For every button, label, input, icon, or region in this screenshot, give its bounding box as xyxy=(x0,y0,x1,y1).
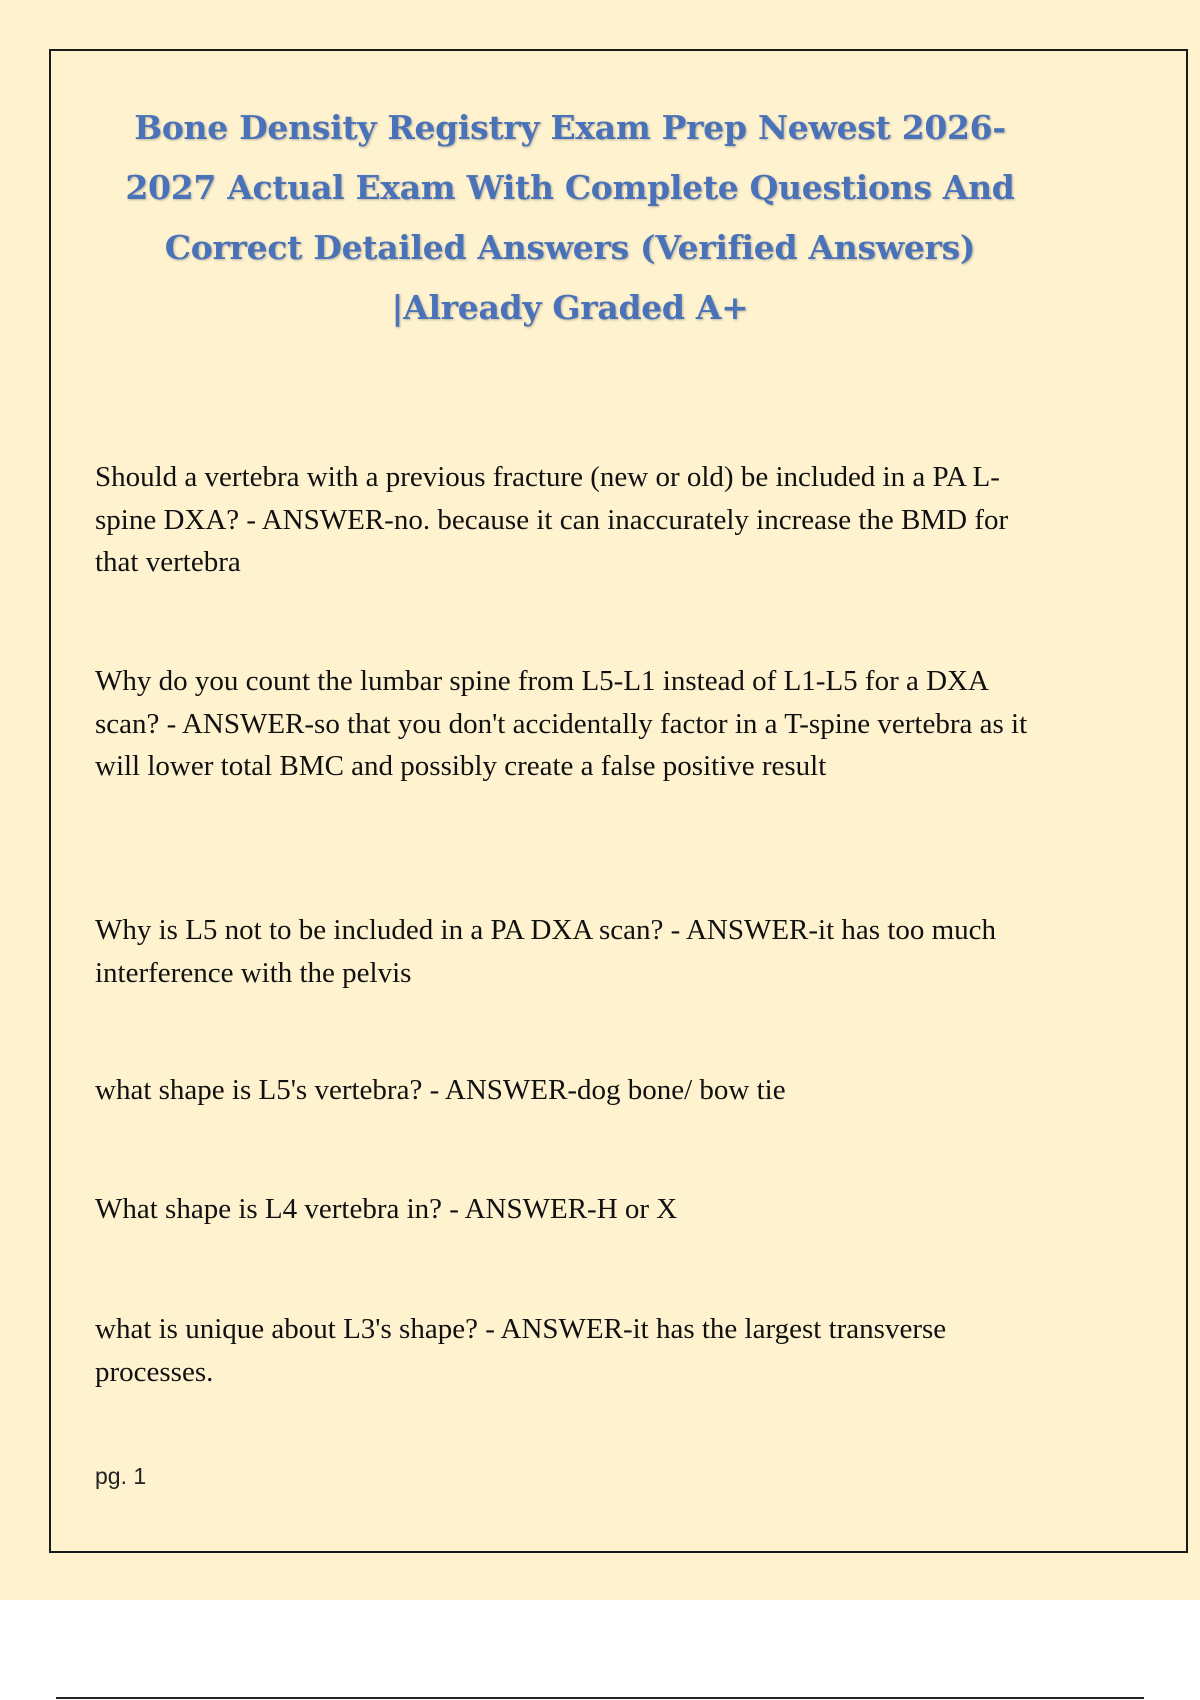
qa-item: Why is L5 not to be included in a PA DXA scan? - ANSWER-it has too much interference with the pelvis xyxy=(95,914,997,989)
qa-item: What shape is L4 vertebra in? - ANSWER-H or X xyxy=(95,1193,678,1225)
qa-item: Should a vertebra with a previous fracture (new or old) be included in a PA L-spine DXA? - ANSWER-no. because it can inaccurately increase the BMD for that vertebra xyxy=(95,461,1009,578)
qa-item: what shape is L5's vertebra? - ANSWER-dog bone/ bow tie xyxy=(95,1074,786,1106)
page-number: pg. 1 xyxy=(95,1463,147,1489)
document-title: Bone Density Registry Exam Prep Newest 2026-2027 Actual Exam With Complete Questions And Correct Detailed Answers (Verified Answers) |Already Graded A+ xyxy=(125,108,1015,327)
bottom-divider xyxy=(56,1697,1144,1699)
qa-item: what is unique about L3's shape? - ANSWER-it has the largest transverse processes. xyxy=(95,1313,947,1388)
qa-item: Why do you count the lumbar spine from L5-L1 instead of L1-L5 for a DXA scan? - ANSWER-so that you don't accidentally factor in a T-spine vertebra as it will lower total BMC and possibly create a false positive result xyxy=(95,665,1028,782)
